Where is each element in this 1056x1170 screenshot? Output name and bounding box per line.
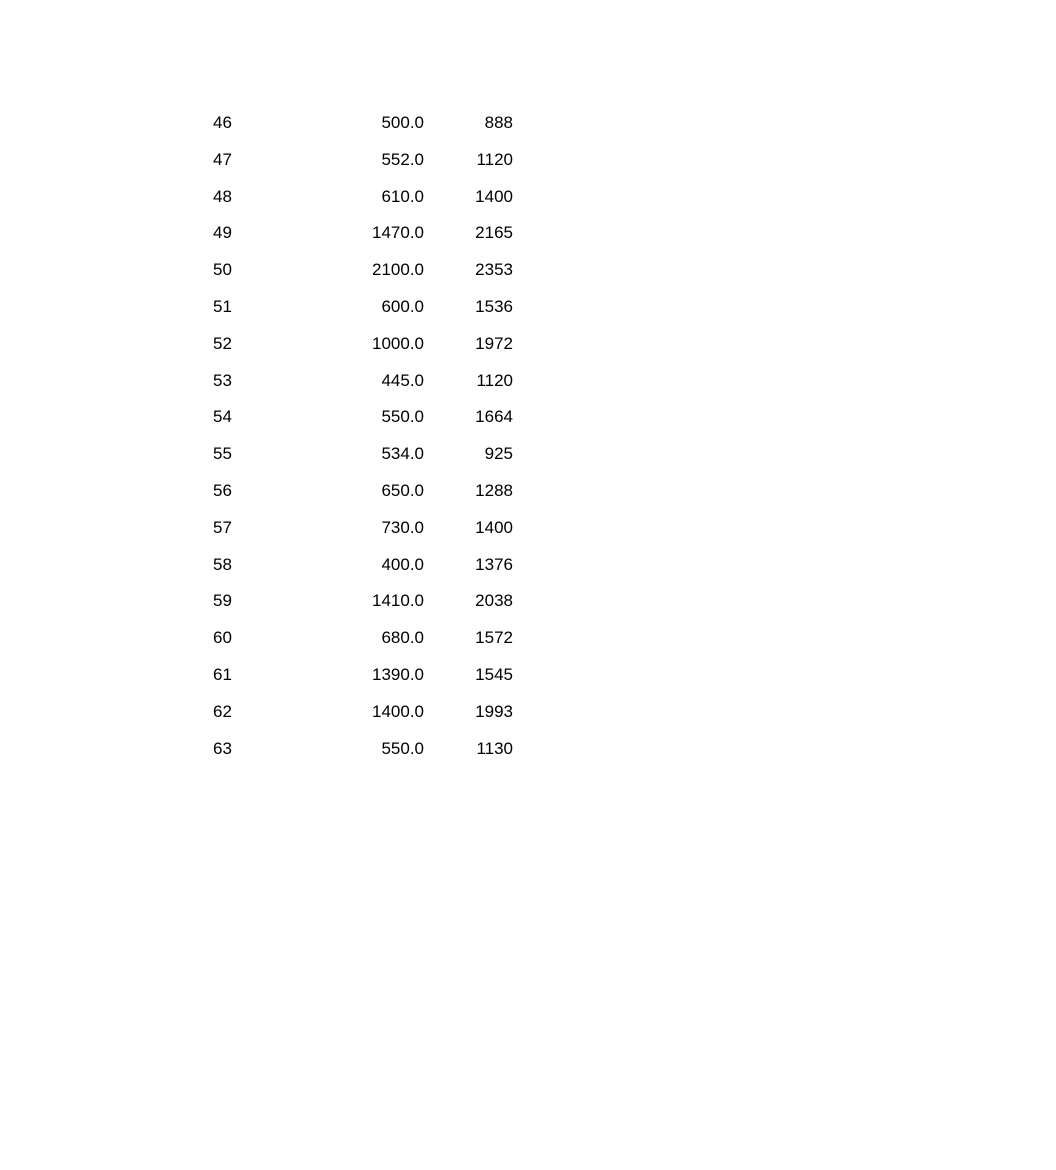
table-row [213, 105, 513, 142]
row-index-cell: 52 [213, 333, 232, 353]
table-row [213, 583, 513, 620]
row-index-cell: 62 [213, 701, 232, 721]
value-a-cell: 1400.0 [372, 701, 424, 721]
value-b-cell: 1972 [475, 333, 513, 353]
value-b-cell: 1664 [475, 407, 513, 427]
row-index-cell: 57 [213, 517, 232, 537]
row-index-cell: 55 [213, 444, 232, 464]
value-a-cell: 680.0 [381, 628, 424, 648]
value-b-cell: 2353 [475, 260, 513, 280]
value-a-cell: 534.0 [381, 444, 424, 464]
row-index-cell: 58 [213, 554, 232, 574]
table-row [213, 731, 513, 768]
table-row [213, 399, 513, 436]
row-index-cell: 63 [213, 738, 232, 758]
value-a-cell: 1000.0 [372, 333, 424, 353]
table-row [213, 363, 513, 400]
value-a-cell: 550.0 [381, 738, 424, 758]
row-index-cell: 48 [213, 186, 232, 206]
row-index-cell: 53 [213, 370, 232, 390]
row-index-cell: 49 [213, 223, 232, 243]
table-row [213, 620, 513, 657]
table-row [213, 436, 513, 473]
value-a-cell: 1410.0 [372, 591, 424, 611]
value-b-cell: 1130 [476, 738, 513, 758]
row-index-cell: 51 [213, 296, 232, 316]
value-b-cell: 1993 [475, 701, 513, 721]
value-b-cell: 1572 [475, 628, 513, 648]
value-b-cell: 2038 [475, 591, 513, 611]
value-b-cell: 1400 [475, 517, 513, 537]
table-row [213, 473, 513, 510]
value-b-cell: 925 [484, 444, 513, 464]
value-a-cell: 445.0 [381, 370, 424, 390]
data-table [213, 105, 513, 767]
row-index-cell: 46 [213, 113, 232, 132]
value-b-cell: 2165 [475, 223, 513, 243]
row-index-cell: 47 [213, 149, 232, 169]
row-index-cell: 50 [213, 260, 232, 280]
value-a-cell: 400.0 [381, 554, 424, 574]
value-a-cell: 500.0 [381, 113, 424, 132]
row-index-cell: 54 [213, 407, 232, 427]
table-row [213, 326, 513, 363]
row-index-cell: 60 [213, 628, 232, 648]
table-row [213, 510, 513, 547]
row-index-cell: 61 [213, 664, 232, 684]
value-a-cell: 2100.0 [372, 260, 424, 280]
table-row [213, 694, 513, 731]
table-row [213, 179, 513, 216]
value-a-cell: 552.0 [381, 149, 424, 169]
value-a-cell: 600.0 [381, 296, 424, 316]
table-row [213, 252, 513, 289]
value-a-cell: 1390.0 [372, 664, 424, 684]
table-row [213, 142, 513, 179]
value-a-cell: 1470.0 [372, 223, 424, 243]
value-a-cell: 610.0 [381, 186, 424, 206]
table-row [213, 657, 513, 694]
value-a-cell: 650.0 [381, 480, 424, 500]
table-row [213, 215, 513, 252]
value-a-cell: 550.0 [381, 407, 424, 427]
value-b-cell: 1545 [475, 664, 513, 684]
value-b-cell: 1120 [476, 370, 513, 390]
table-row [213, 547, 513, 584]
value-b-cell: 1288 [475, 480, 513, 500]
table-row [213, 289, 513, 326]
value-b-cell: 1120 [476, 149, 513, 169]
value-a-cell: 730.0 [381, 517, 424, 537]
value-b-cell: 888 [484, 113, 513, 132]
value-b-cell: 1376 [475, 554, 513, 574]
row-index-cell: 56 [213, 480, 232, 500]
row-index-cell: 59 [213, 591, 232, 611]
value-b-cell: 1400 [475, 186, 513, 206]
value-b-cell: 1536 [475, 296, 513, 316]
